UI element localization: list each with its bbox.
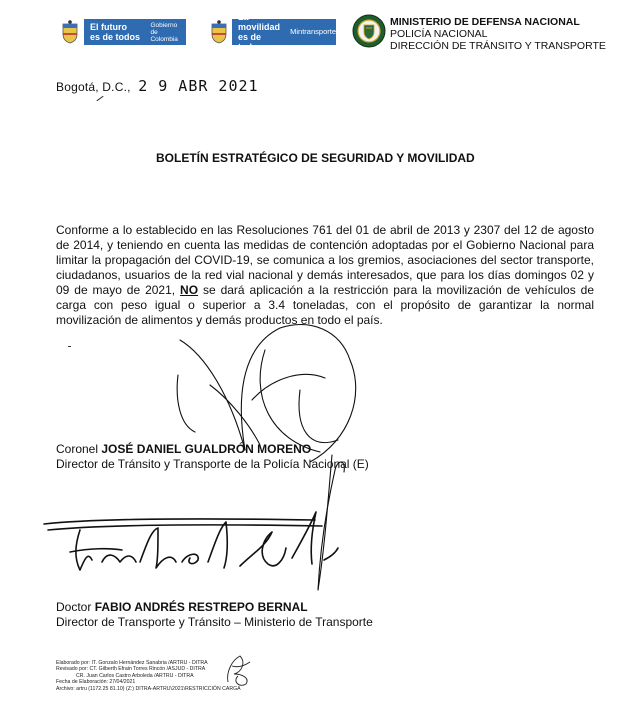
footer-fecha: Fecha de Elaboración: 27/04/2021 [56, 679, 136, 686]
signatory-1-name: JOSÉ DANIEL GUALDRÓN MORENO [101, 442, 312, 456]
document-title: BOLETÍN ESTRATÉGICO DE SEGURIDAD Y MOVILIDAD [156, 151, 475, 165]
document-footer [56, 660, 241, 692]
pen-mark [96, 96, 103, 101]
gobierno-colombia-logo: El futuro es de todos Gobierno de Colombia [84, 19, 186, 45]
colombia-coat-of-arms-icon [60, 20, 80, 44]
signatory-2-name: FABIO ANDRÉS RESTREPO BERNAL [94, 600, 308, 614]
document-body: Conforme a lo establecido en las Resoluciones 761 del 01 de abril de 2013 y 2307 del 12 de agosto de 2014, y teniendo en cuenta las medidas de contención adoptadas por el Gobierno Nacional para limitar la propagación del COVID-19, se comunica a los gremios, asociaciones del sector transporte, ciudadanos, usuarios de la red vial nacional y demás interesados, que para los días domingos 02 y 09 de mayo de 2021, NO se dará aplicación a la restricción para la movilización de vehículos de carga con peso igual o superior a 3.4 toneladas, con el propósito de garantizar la normal movilización de alimentos y demás productos en todo el país. [56, 223, 594, 327]
signatory-1: Coronel JOSÉ DANIEL GUALDRÓN MORENO Director de Tránsito y Transporte de la Policía Nacional (E) [56, 442, 369, 471]
signature-2-handwritten [40, 500, 340, 580]
footer-elaborado: Elaborado por: IT. Gonzalo Hernández Sanabria /ARTRU - DITRA [56, 660, 208, 666]
mintransporte-logo: La movilidad es de todos Mintransporte [232, 19, 336, 45]
colombia-coat-of-arms-icon [209, 20, 229, 44]
emphasis-no: NO [180, 283, 199, 297]
signatory-1-role: Director de Tránsito y Transporte de la Policía Nacional (E) [56, 457, 369, 471]
footer-revisado-2: CR. Juan Carlos Castro Arboleda /ARTRU - DITRA [76, 672, 194, 679]
footer-archivo: Archivo: artru (1172.25 81.10) (Z:) DITRA-ARTRU\2021\RESTRICCIÓN CARGA [56, 685, 241, 692]
place: Bogotá, D.C., [56, 80, 131, 94]
signatory-2: Doctor FABIO ANDRÉS RESTREPO BERNAL Director de Transporte y Tránsito – Ministerio de Transporte [56, 600, 373, 629]
initials-scribble [222, 652, 254, 688]
date-stamp: 2 9 ABR 2021 [138, 77, 259, 95]
ministry-header: MINISTERIO DE DEFENSA NACIONAL POLICÍA NACIONAL DIRECCIÓN DE TRÁNSITO Y TRANSPORTE [390, 16, 606, 52]
dateline [56, 77, 259, 95]
footer-revisado: Revisado por: CT. Gilberth Efrain Torres Rincón /ASJUD - DITRA [56, 666, 206, 673]
signatory-2-role: Director de Transporte y Tránsito – Ministerio de Transporte [56, 615, 373, 629]
policia-nacional-emblem-icon [352, 14, 386, 48]
pen-mark [68, 346, 71, 347]
